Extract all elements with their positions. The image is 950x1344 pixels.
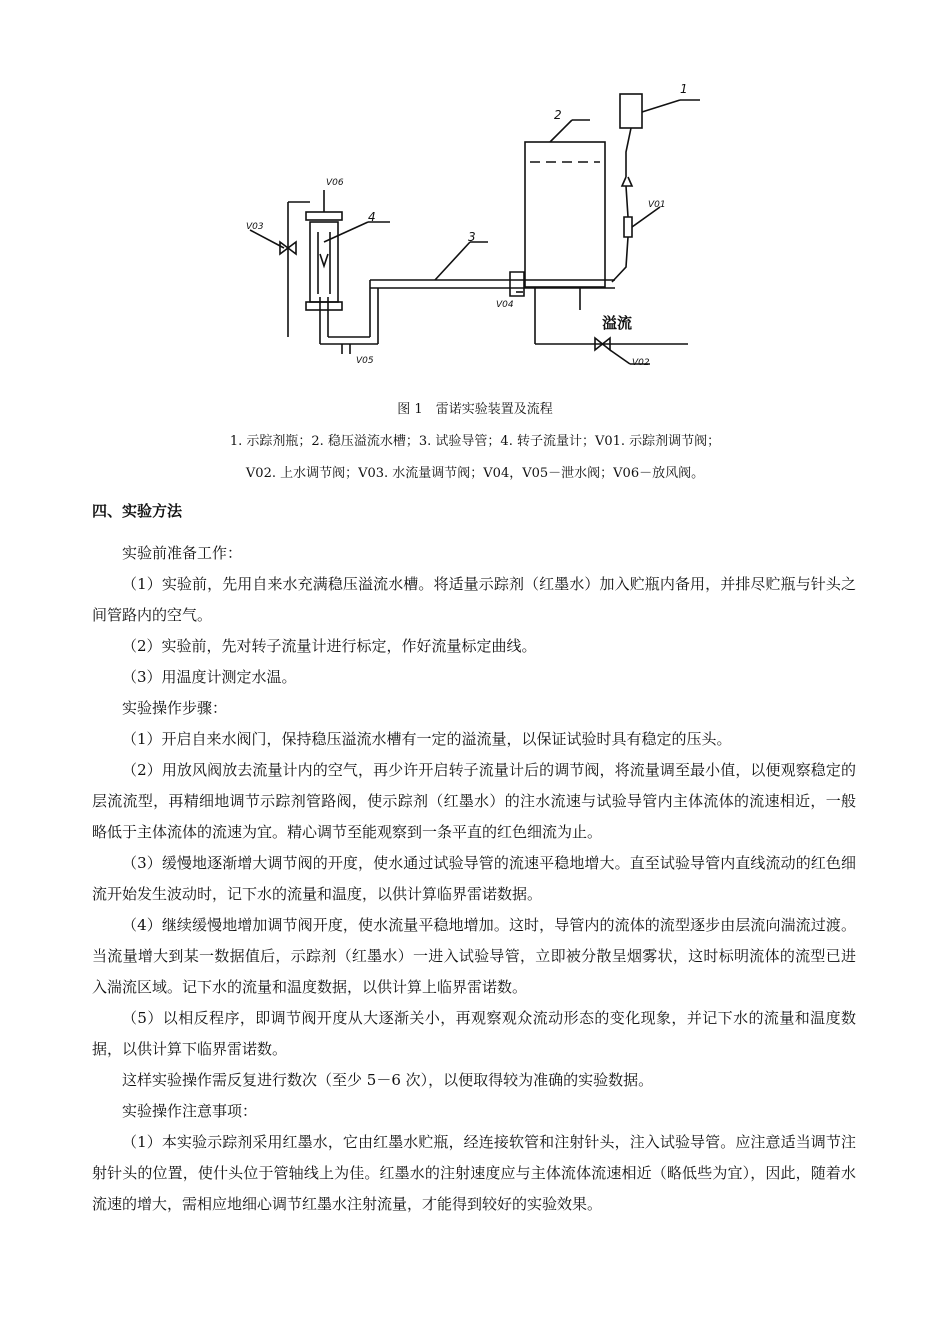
apparatus-figure xyxy=(240,82,700,382)
paragraph: （2）实验前，先对转子流量计进行标定，作好流量标定曲线。 xyxy=(122,637,537,655)
rotameter xyxy=(310,222,338,302)
paragraph: （3）缓慢地逐渐增大调节阀的开度，使水通过试验导管的流速平稳地增大。直至试验导管内直线流动的红色细流开始发生波动时，记下水的流量和温度，以供计算临界雷诺数据。 xyxy=(92,854,856,903)
label-1: 1 xyxy=(680,82,688,96)
label-overflow: 溢流 xyxy=(602,314,633,332)
label-v04: V04 xyxy=(496,300,514,310)
paragraph: 实验操作步骤： xyxy=(122,699,228,717)
figure-legend-line-2: V02. 上水调节阀；V03. 水流量调节阀；V04，V05－泄水阀；V06－放风阀。 xyxy=(245,466,705,481)
label-v06: V06 xyxy=(326,178,344,188)
paragraph: 实验操作注意事项： xyxy=(122,1102,258,1120)
label-v05: V05 xyxy=(356,356,374,366)
label-v03: V03 xyxy=(246,222,264,232)
label-2: 2 xyxy=(554,108,562,122)
paragraph: （1）实验前，先用自来水充满稳压溢流水槽。将适量示踪剂（红墨水）加入贮瓶内备用，并排尽贮瓶与针头之间管路内的空气。 xyxy=(92,575,856,624)
paragraph: （1）本实验示踪剂采用红墨水，它由红墨水贮瓶，经连接软管和注射针头，注入试验导管。应注意适当调节注射针头的位置，使什头位于管轴线上为佳。红墨水的注射速度应与主体流体流速相近（略低些为宜），因此，随着水流速的增大，需相应地细心调节红墨水注射流量，才能得到较好的实验效果。 xyxy=(92,1133,856,1213)
paragraph: （3）用温度计测定水温。 xyxy=(122,668,297,686)
label-3: 3 xyxy=(468,230,476,244)
paragraph: （1）开启自来水阀门，保持稳压溢流水槽有一定的溢流量，以保证试验时具有稳定的压头。 xyxy=(122,730,732,748)
paragraph: （4）继续缓慢地增加调节阀开度，使水流量平稳地增加。这时，导管内的流体的流型逐步由层流向湍流过渡。当流量增大到某一数据值后，示踪剂（红墨水）一进入试验导管，立即被分散呈烟雾状，这时标明流体的流型已进入湍流区域。记下水的流量和温度数据，以供计算上临界雷诺数。 xyxy=(92,916,856,996)
label-v01: V01 xyxy=(648,200,666,210)
label-v02: V02 xyxy=(632,358,650,368)
section-heading: 四、实验方法 xyxy=(92,502,183,520)
tank xyxy=(525,142,605,287)
paragraph: 实验前准备工作： xyxy=(122,544,243,562)
figure-legend-line-1: 1. 示踪剂瓶；2. 稳压溢流水槽；3. 试验导管；4. 转子流量计；V01. 示踪剂调节阀； xyxy=(229,434,721,449)
label-4: 4 xyxy=(368,210,376,224)
figure-caption: 图 1 雷诺实验装置及流程 xyxy=(397,402,553,417)
tracer-bottle xyxy=(620,94,642,128)
paragraph: （5）以相反程序，即调节阀开度从大逐渐关小，再观察观众流动形态的变化现象，并记下水的流量和温度数据，以供计算下临界雷诺数。 xyxy=(92,1009,856,1058)
paragraph: （2）用放风阀放去流量计内的空气，再少许开启转子流量计后的调节阀，将流量调至最小值，以便观察稳定的层流流型，再精细地调节示踪剂管路阀，使示踪剂（红墨水）的注水流速与试验导管内主体流体的流速相近，一般略低于主体流体的流速为宜。精心调节至能观察到一条平直的红色细流为止。 xyxy=(92,761,856,841)
paragraph: 这样实验操作需反复进行数次（至少 5－6 次），以便取得较为准确的实验数据。 xyxy=(122,1071,654,1089)
section-body xyxy=(92,538,856,1220)
